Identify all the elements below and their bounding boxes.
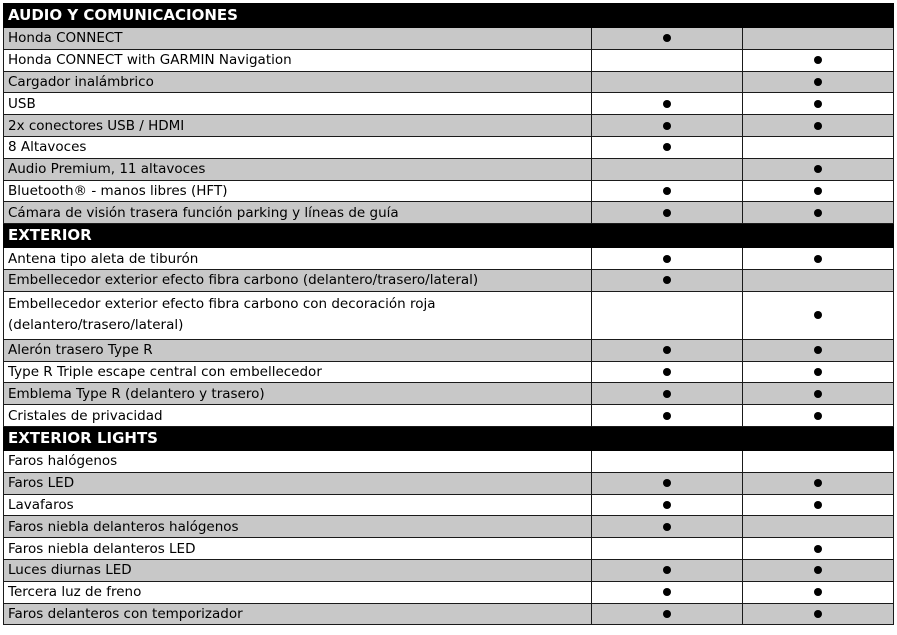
availability-cell-a	[592, 136, 743, 158]
section-header	[4, 426, 894, 450]
availability-cell-a	[592, 115, 743, 137]
table-row	[4, 383, 894, 405]
availability-cell-b	[743, 383, 894, 405]
included-dot-icon	[814, 100, 822, 108]
availability-cell-a	[592, 158, 743, 180]
availability-cell-b	[743, 361, 894, 383]
availability-cell-b	[743, 180, 894, 202]
table-row	[4, 494, 894, 516]
feature-label: Embellecedor exterior efecto fibra carbono con decoración roja (delantero/trasero/lateral)	[4, 291, 592, 339]
availability-cell-b	[743, 405, 894, 427]
table-row	[4, 49, 894, 71]
included-dot-icon	[663, 143, 671, 151]
availability-cell-a	[592, 49, 743, 71]
table-row	[4, 516, 894, 538]
table-row	[4, 269, 894, 291]
availability-cell-b	[743, 450, 894, 472]
availability-cell-b	[743, 538, 894, 560]
table-row	[4, 291, 894, 339]
availability-cell-a	[592, 71, 743, 93]
availability-cell-a	[592, 405, 743, 427]
availability-cell-a	[592, 291, 743, 339]
table-row	[4, 472, 894, 494]
feature-label: Embellecedor exterior efecto fibra carbono (delantero/trasero/lateral)	[4, 269, 592, 291]
feature-label: 8 Altavoces	[4, 136, 592, 158]
availability-cell-a	[592, 339, 743, 361]
availability-cell-b	[743, 71, 894, 93]
included-dot-icon	[663, 588, 671, 596]
availability-cell-b	[743, 339, 894, 361]
availability-cell-b	[743, 291, 894, 339]
availability-cell-b	[743, 269, 894, 291]
availability-cell-a	[592, 516, 743, 538]
included-dot-icon	[663, 34, 671, 42]
included-dot-icon	[663, 346, 671, 354]
table-row	[4, 405, 894, 427]
table-row	[4, 180, 894, 202]
included-dot-icon	[814, 78, 822, 86]
feature-label: Cristales de privacidad	[4, 405, 592, 427]
availability-cell-a	[592, 450, 743, 472]
availability-cell-a	[592, 383, 743, 405]
availability-cell-a	[592, 494, 743, 516]
feature-label: Cargador inalámbrico	[4, 71, 592, 93]
included-dot-icon	[814, 209, 822, 217]
included-dot-icon	[663, 390, 671, 398]
availability-cell-b	[743, 603, 894, 625]
equipment-table	[3, 3, 894, 625]
availability-cell-a	[592, 269, 743, 291]
section-title: AUDIO Y COMUNICACIONES	[4, 4, 894, 28]
equipment-table-body	[4, 4, 894, 625]
feature-label: Honda CONNECT with GARMIN Navigation	[4, 49, 592, 71]
included-dot-icon	[663, 276, 671, 284]
included-dot-icon	[663, 412, 671, 420]
included-dot-icon	[663, 566, 671, 574]
included-dot-icon	[814, 346, 822, 354]
included-dot-icon	[814, 165, 822, 173]
section-header	[4, 4, 894, 28]
table-row	[4, 450, 894, 472]
table-row	[4, 339, 894, 361]
feature-label: Faros halógenos	[4, 450, 592, 472]
included-dot-icon	[663, 255, 671, 263]
table-row	[4, 361, 894, 383]
included-dot-icon	[663, 100, 671, 108]
availability-cell-a	[592, 472, 743, 494]
included-dot-icon	[663, 187, 671, 195]
availability-cell-a	[592, 361, 743, 383]
feature-label: Alerón trasero Type R	[4, 339, 592, 361]
included-dot-icon	[814, 56, 822, 64]
table-row	[4, 248, 894, 270]
availability-cell-b	[743, 581, 894, 603]
feature-label: Tercera luz de freno	[4, 581, 592, 603]
availability-cell-a	[592, 180, 743, 202]
table-row	[4, 559, 894, 581]
included-dot-icon	[814, 311, 822, 319]
included-dot-icon	[663, 501, 671, 509]
included-dot-icon	[663, 368, 671, 376]
availability-cell-a	[592, 538, 743, 560]
availability-cell-a	[592, 93, 743, 115]
availability-cell-b	[743, 93, 894, 115]
availability-cell-a	[592, 581, 743, 603]
table-row	[4, 28, 894, 50]
included-dot-icon	[814, 501, 822, 509]
availability-cell-b	[743, 202, 894, 224]
included-dot-icon	[663, 209, 671, 217]
table-row	[4, 202, 894, 224]
table-row	[4, 115, 894, 137]
availability-cell-a	[592, 202, 743, 224]
availability-cell-b	[743, 28, 894, 50]
feature-label: Type R Triple escape central con embellecedor	[4, 361, 592, 383]
feature-label: USB	[4, 93, 592, 115]
included-dot-icon	[814, 588, 822, 596]
included-dot-icon	[814, 368, 822, 376]
feature-label: Bluetooth® - manos libres (HFT)	[4, 180, 592, 202]
included-dot-icon	[814, 390, 822, 398]
feature-label: 2x conectores USB / HDMI	[4, 115, 592, 137]
feature-label: Audio Premium, 11 altavoces	[4, 158, 592, 180]
included-dot-icon	[663, 122, 671, 130]
included-dot-icon	[814, 479, 822, 487]
included-dot-icon	[814, 187, 822, 195]
feature-label: Faros niebla delanteros LED	[4, 538, 592, 560]
feature-label: Emblema Type R (delantero y trasero)	[4, 383, 592, 405]
availability-cell-b	[743, 494, 894, 516]
table-row	[4, 581, 894, 603]
feature-label: Cámara de visión trasera función parking y líneas de guía	[4, 202, 592, 224]
feature-label: Lavafaros	[4, 494, 592, 516]
table-row	[4, 93, 894, 115]
feature-label: Honda CONNECT	[4, 28, 592, 50]
included-dot-icon	[663, 523, 671, 531]
feature-label: Antena tipo aleta de tiburón	[4, 248, 592, 270]
included-dot-icon	[663, 610, 671, 618]
included-dot-icon	[814, 610, 822, 618]
included-dot-icon	[814, 412, 822, 420]
table-row	[4, 136, 894, 158]
feature-label: Faros niebla delanteros halógenos	[4, 516, 592, 538]
availability-cell-b	[743, 49, 894, 71]
availability-cell-a	[592, 28, 743, 50]
availability-cell-b	[743, 248, 894, 270]
availability-cell-a	[592, 559, 743, 581]
availability-cell-a	[592, 603, 743, 625]
availability-cell-b	[743, 158, 894, 180]
included-dot-icon	[814, 255, 822, 263]
table-row	[4, 158, 894, 180]
feature-label: Faros delanteros con temporizador	[4, 603, 592, 625]
section-title: EXTERIOR	[4, 224, 894, 248]
feature-label: Faros LED	[4, 472, 592, 494]
included-dot-icon	[814, 566, 822, 574]
included-dot-icon	[814, 122, 822, 130]
included-dot-icon	[663, 479, 671, 487]
availability-cell-a	[592, 248, 743, 270]
section-header	[4, 224, 894, 248]
availability-cell-b	[743, 516, 894, 538]
table-row	[4, 603, 894, 625]
availability-cell-b	[743, 559, 894, 581]
section-title: EXTERIOR LIGHTS	[4, 426, 894, 450]
included-dot-icon	[814, 545, 822, 553]
availability-cell-b	[743, 136, 894, 158]
spec-sheet	[3, 3, 893, 625]
availability-cell-b	[743, 115, 894, 137]
table-row	[4, 538, 894, 560]
availability-cell-b	[743, 472, 894, 494]
table-row	[4, 71, 894, 93]
feature-label: Luces diurnas LED	[4, 559, 592, 581]
